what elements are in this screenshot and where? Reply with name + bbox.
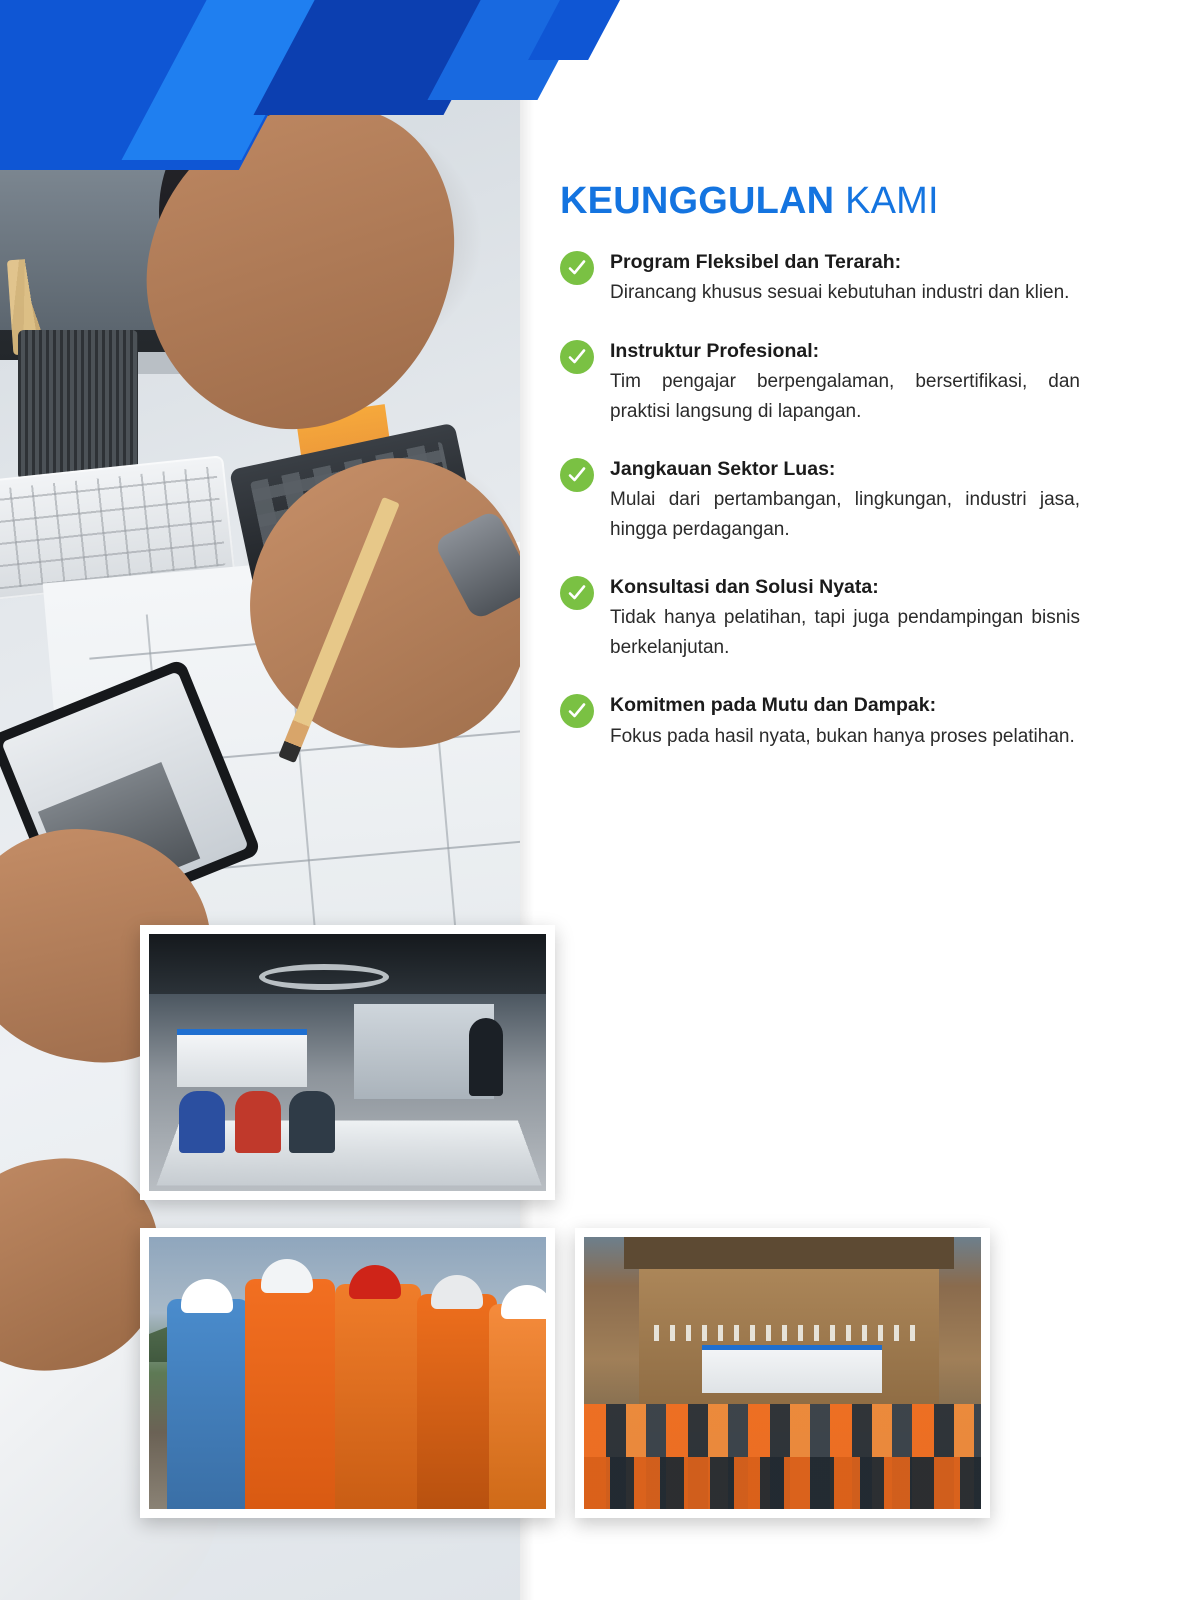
group-photo-illustration <box>584 1237 981 1509</box>
training-meeting-room-photo <box>149 934 546 1191</box>
worker-shape <box>417 1294 497 1509</box>
roof-shape <box>624 1237 954 1269</box>
attendee-shape <box>179 1091 225 1153</box>
attendee-shape <box>289 1091 335 1153</box>
feature-text: Mulai dari pertambangan, lingkungan, industri jasa, hingga perdagangan. <box>610 489 1080 540</box>
safety-helmet-shape <box>181 1279 233 1313</box>
feature-text: Tidak hanya pelatihan, tapi juga pendampingan bisnis berkelanjutan. <box>610 607 1080 658</box>
meeting-room-illustration <box>149 934 546 1191</box>
feature-title: Program Fleksibel dan Terarah: <box>610 251 902 273</box>
page-title <box>560 180 1080 223</box>
crowd-row-front-shape <box>584 1457 981 1509</box>
check-circle-icon <box>560 251 594 285</box>
safety-helmet-shape <box>501 1285 546 1319</box>
photo-card-crew <box>140 1228 555 1518</box>
attendee-shape <box>235 1091 281 1153</box>
railing-shape <box>654 1325 924 1341</box>
feature-title: Konsultasi dan Solusi Nyata: <box>610 576 879 599</box>
feature-title: Komitmen pada Mutu dan Dampak: <box>610 694 937 717</box>
safety-helmet-shape <box>349 1265 401 1299</box>
feature-title: Instruktur Profesional: <box>610 339 820 362</box>
ceiling-light-ring-shape <box>259 964 389 990</box>
event-banner-shape <box>702 1345 882 1393</box>
page-title-strong: KEUNGGULAN <box>560 180 835 222</box>
feature-text: Fokus pada hasil nyata, bukan hanya proses pelatihan. <box>610 725 1075 747</box>
feature-body <box>610 574 1080 662</box>
feature-item <box>560 574 1080 662</box>
safety-helmet-shape <box>431 1275 483 1309</box>
check-circle-icon <box>560 340 594 374</box>
feature-body <box>610 456 1080 544</box>
feature-text: Tim pengajar berpengalaman, bersertifikasi, dan praktisi langsung di lapangan. <box>610 371 1080 422</box>
photo-card-group <box>575 1228 990 1518</box>
group-photo-traditional-house <box>584 1237 981 1509</box>
event-banner-shape <box>177 1029 307 1087</box>
feature-body <box>610 692 1080 751</box>
worker-shape <box>489 1304 546 1509</box>
check-circle-icon <box>560 576 594 610</box>
feature-item <box>560 692 1080 751</box>
presenter-shape <box>469 1018 503 1096</box>
feature-item <box>560 456 1080 544</box>
photo-card-meeting <box>140 925 555 1200</box>
feature-title: Jangkauan Sektor Luas: <box>610 457 836 480</box>
header-geometric-shapes <box>0 0 700 190</box>
check-circle-icon <box>560 694 594 728</box>
feature-text: Dirancang khusus sesuai kebutuhan industri dan klien. <box>610 282 1070 304</box>
feature-item <box>560 338 1080 426</box>
worker-shape <box>167 1299 249 1509</box>
feature-item <box>560 249 1080 308</box>
page-title-light: KAMI <box>834 180 939 222</box>
worker-shape <box>335 1284 421 1509</box>
field-crew-illustration <box>149 1237 546 1509</box>
safety-crew-field-photo <box>149 1237 546 1509</box>
safety-helmet-shape <box>261 1259 313 1293</box>
worker-shape <box>245 1279 335 1509</box>
feature-body <box>610 338 1080 426</box>
check-circle-icon <box>560 458 594 492</box>
content-column <box>560 180 1080 781</box>
pencil-cup-shape <box>18 330 138 480</box>
feature-body <box>610 249 1080 308</box>
